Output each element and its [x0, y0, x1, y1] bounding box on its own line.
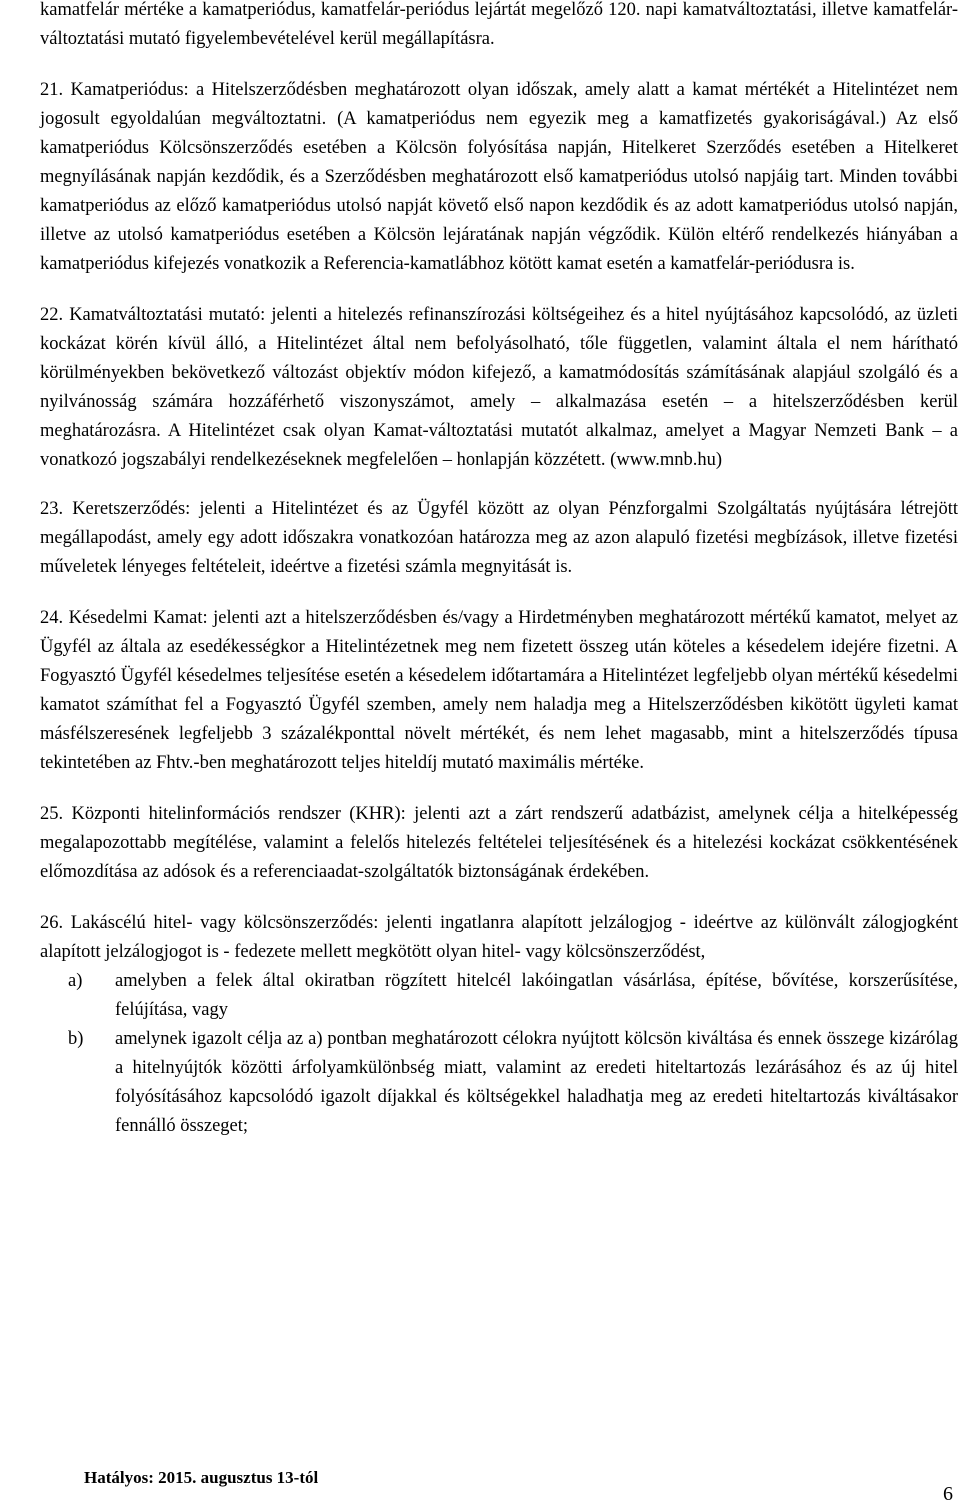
spacer	[40, 582, 958, 604]
item-number: 24.	[40, 608, 64, 628]
item-text: Kamatváltoztatási mutató: jelenti a hitelezés refinanszírozási költségeihez és a hitel nyújtásához kapcsolódó, az üzleti kockázat körén kívül álló, a Hitelintézet által nem befolyásolható, tőle független, valamint általa el nem hárítható körülményekben bekövetkező változást objektív módon kifejező, a kamatmódosítás számításának alapjául szolgáló és a nyilvánosság számára hozzáférhető viszonyszámot, amely – alkalmazása esetén – a hitelszerződésben kerül meghatározásra. A Hitelintézet csak olyan Kamat-változtatási mutatót alkalmaz, amelyet a Magyar Nemzeti Bank – a vonatkozó jogszabályi rendelkezéseknek megfelelően – honlapján közzétett. (www.mnb.hu)	[40, 305, 958, 470]
item-text: Lakáscélú hitel- vagy kölcsönszerződés: jelenti ingatlanra alapított jelzálogjog - ideértve az különvált zálogjogként alapított jelzálogjogot is - fedezete mellett megkötött olyan hitel- vagy kölcsönszerződést,	[40, 913, 958, 962]
spacer	[40, 778, 958, 800]
definition-21	[40, 76, 958, 279]
spacer	[40, 279, 958, 301]
subitem-label: b)	[68, 1029, 84, 1049]
item-number: 23.	[40, 499, 64, 519]
subitem-text: amelynek igazolt célja az a) pontban meghatározott célokra nyújtott kölcsön kiváltása és ennek összege kizárólag a hitelnyújtók közötti árfolyamkülönbség miatt, valamint az eredeti hiteltartozás lezárásához és az új hitel folyósításához kapcsolódó igazolt díjakkal és költségekkel haladhatja meg az eredeti hiteltartozás kiváltásakor fennálló összeget;	[115, 1029, 958, 1136]
page-number: 6	[943, 1483, 953, 1505]
item-number: 21.	[40, 80, 64, 100]
definition-22	[40, 301, 958, 475]
subitem-b	[40, 1025, 958, 1141]
item-text: Keretszerződés: jelenti a Hitelintézet és az Ügyfél között az olyan Pénzforgalmi Szolgáltatás nyújtására létrejött megállapodást, amely egy adott időszakra vonatkozóan határozza meg az azon alapuló fizetési megbízások, illetve fizetési műveletek lényeges feltételeit, ideértve a fizetési számla megnyitását is.	[40, 499, 958, 577]
effective-date-footer: Hatályos: 2015. augusztus 13-tól	[84, 1468, 319, 1487]
intro-paragraph: kamatfelár mértéke a kamatperiódus, kamatfelár-periódus lejártát megelőző 120. napi kamatváltoztatási, illetve kamatfelár-változtatási mutató figyelembevételével kerül megállapításra.	[40, 0, 958, 49]
item-number: 26.	[40, 913, 64, 933]
subitem-label: a)	[68, 971, 83, 991]
item-text: Központi hitelinformációs rendszer (KHR): jelenti azt a zárt rendszerű adatbázist, amelynek célja a hitelképesség megalapozottabb megítélése, valamint a felelős hitelezés feltételei teljesítésének és a hitelezési kockázat csökkentésének előmozdítása az adósok és a referenciaadat-szolgáltatók biztonságának érdekében.	[40, 804, 958, 882]
spacer	[40, 887, 958, 909]
definition-23	[40, 495, 958, 582]
document-page	[40, 0, 958, 1141]
definition-26	[40, 909, 958, 967]
definition-24	[40, 604, 958, 778]
subitem-a	[40, 967, 958, 1025]
definition-25	[40, 800, 958, 887]
item-number: 25.	[40, 804, 64, 824]
item-text: Késedelmi Kamat: jelenti azt a hitelszerződésben és/vagy a Hirdetményben meghatározott mértékű kamatot, melyet az Ügyfél az általa az esedékességkor a Hitelintézetnek meg nem fizetett összeg után köteles a késedelem idejére fizetni. A Fogyasztó Ügyfél késedelmes teljesítése esetén a késedelem időtartamára a Hitelintézet legfeljebb olyan mértékű késedelmi kamatot számíthat fel a Fogyasztó Ügyfél szemben, amely nem haladja meg a Hitelszerződésben kikötött ügyleti kamat másfélszeresének legfeljebb 3 százalékponttal növelt mértékét, és nem lehet magasabb, mint a hitelszerződés típusa tekintetében az Fhtv.-ben meghatározott teljes hiteldíj mutató maximális mértéke.	[40, 608, 959, 773]
item-text: Kamatperiódus: a Hitelszerződésben meghatározott olyan időszak, amely alatt a kamat mértékét a Hitelintézet nem jogosult egyoldalúan megváltoztatni. (A kamatperiódus nem egyezik meg a kamatfizetés gyakoriságával.) Az első kamatperiódus Kölcsönszerződés esetében a Kölcsön folyósítása napján, Hitelkeret Szerződés esetében a Hitelkeret megnyílásának napján kezdődik, és a Szerződésben meghatározott első kamatperiódus utolsó napjáig tart. Minden további kamatperiódus az előző kamatperiódus utolsó napját követő első napon kezdődik és az adott kamatperiódus utolsó napján, illetve az utolsó kamatperiódus esetében a Kölcsön lejáratának napján végződik. Külön eltérő rendelkezés hiányában a kamatperiódus kifejezés vonatkozik a Referencia-kamatlábhoz kötött kamat esetén a kamatfelár-periódusra is.	[40, 80, 959, 274]
item-number: 22.	[40, 305, 64, 325]
subitem-text: amelyben a felek által okiratban rögzített hitelcél lakóingatlan vásárlása, építése, bővítése, korszerűsítése, felújítása, vagy	[115, 971, 958, 1020]
spacer	[40, 475, 958, 495]
spacer	[40, 54, 958, 76]
